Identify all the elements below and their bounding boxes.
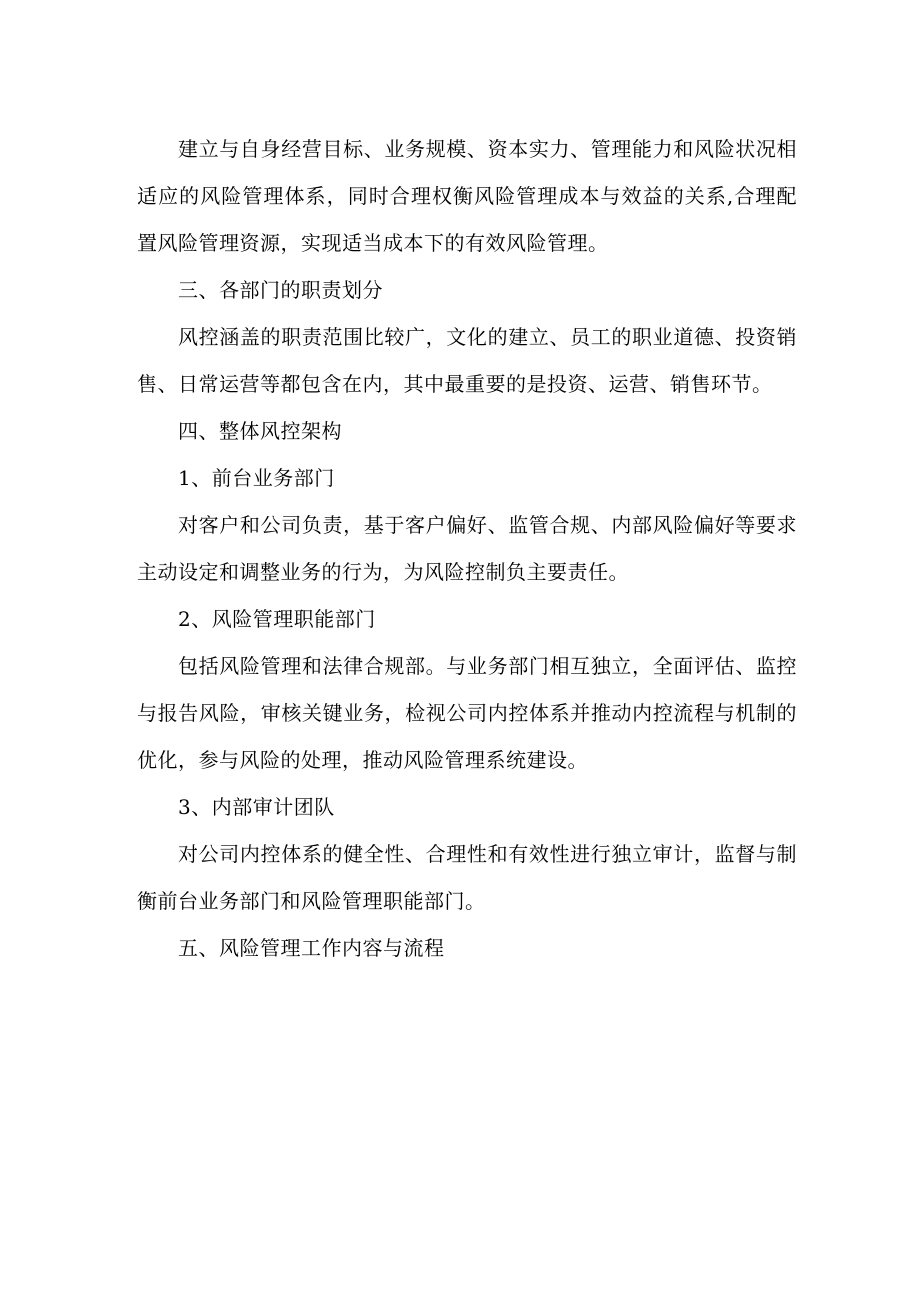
paragraph-front-office: 对客户和公司负责，基于客户偏好、监管合规、内部风险偏好等要求主动设定和调整业务的行为，为风险控制负主要责任。 bbox=[137, 513, 797, 584]
heading-risk-management-dept: 2、风险管理职能部门 bbox=[178, 607, 376, 631]
heading-section-3: 三、各部门的职责划分 bbox=[178, 278, 383, 302]
heading-internal-audit: 3、内部审计团队 bbox=[178, 795, 335, 819]
paragraph-risk-system: 建立与自身经营目标、业务规模、资本实力、管理能力和风险状况相适应的风险管理体系，同时合理权衡风险管理成本与效益的关系,合理配置风险管理资源，实现适当成本下的有效风险管理。 bbox=[137, 137, 797, 255]
paragraph-internal-audit: 对公司内控体系的健全性、合理性和有效性进行独立审计，监督与制衡前台业务部门和风险管理职能部门。 bbox=[137, 842, 797, 913]
heading-front-office: 1、前台业务部门 bbox=[178, 466, 335, 490]
heading-section-5: 五、风险管理工作内容与流程 bbox=[178, 936, 445, 960]
paragraph-risk-management-dept: 包括风险管理和法律合规部。与业务部门相互独立，全面评估、监控与报告风险，审核关键业务，检视公司内控体系并推动内控流程与机制的优化，参与风险的处理，推动风险管理系统建设。 bbox=[137, 654, 797, 772]
document-body bbox=[137, 126, 797, 972]
heading-section-4: 四、整体风控架构 bbox=[178, 419, 342, 443]
paragraph-responsibility-scope: 风控涵盖的职责范围比较广，文化的建立、员工的职业道德、投资销售、日常运营等都包含在内，其中最重要的是投资、运营、销售环节。 bbox=[137, 325, 797, 396]
